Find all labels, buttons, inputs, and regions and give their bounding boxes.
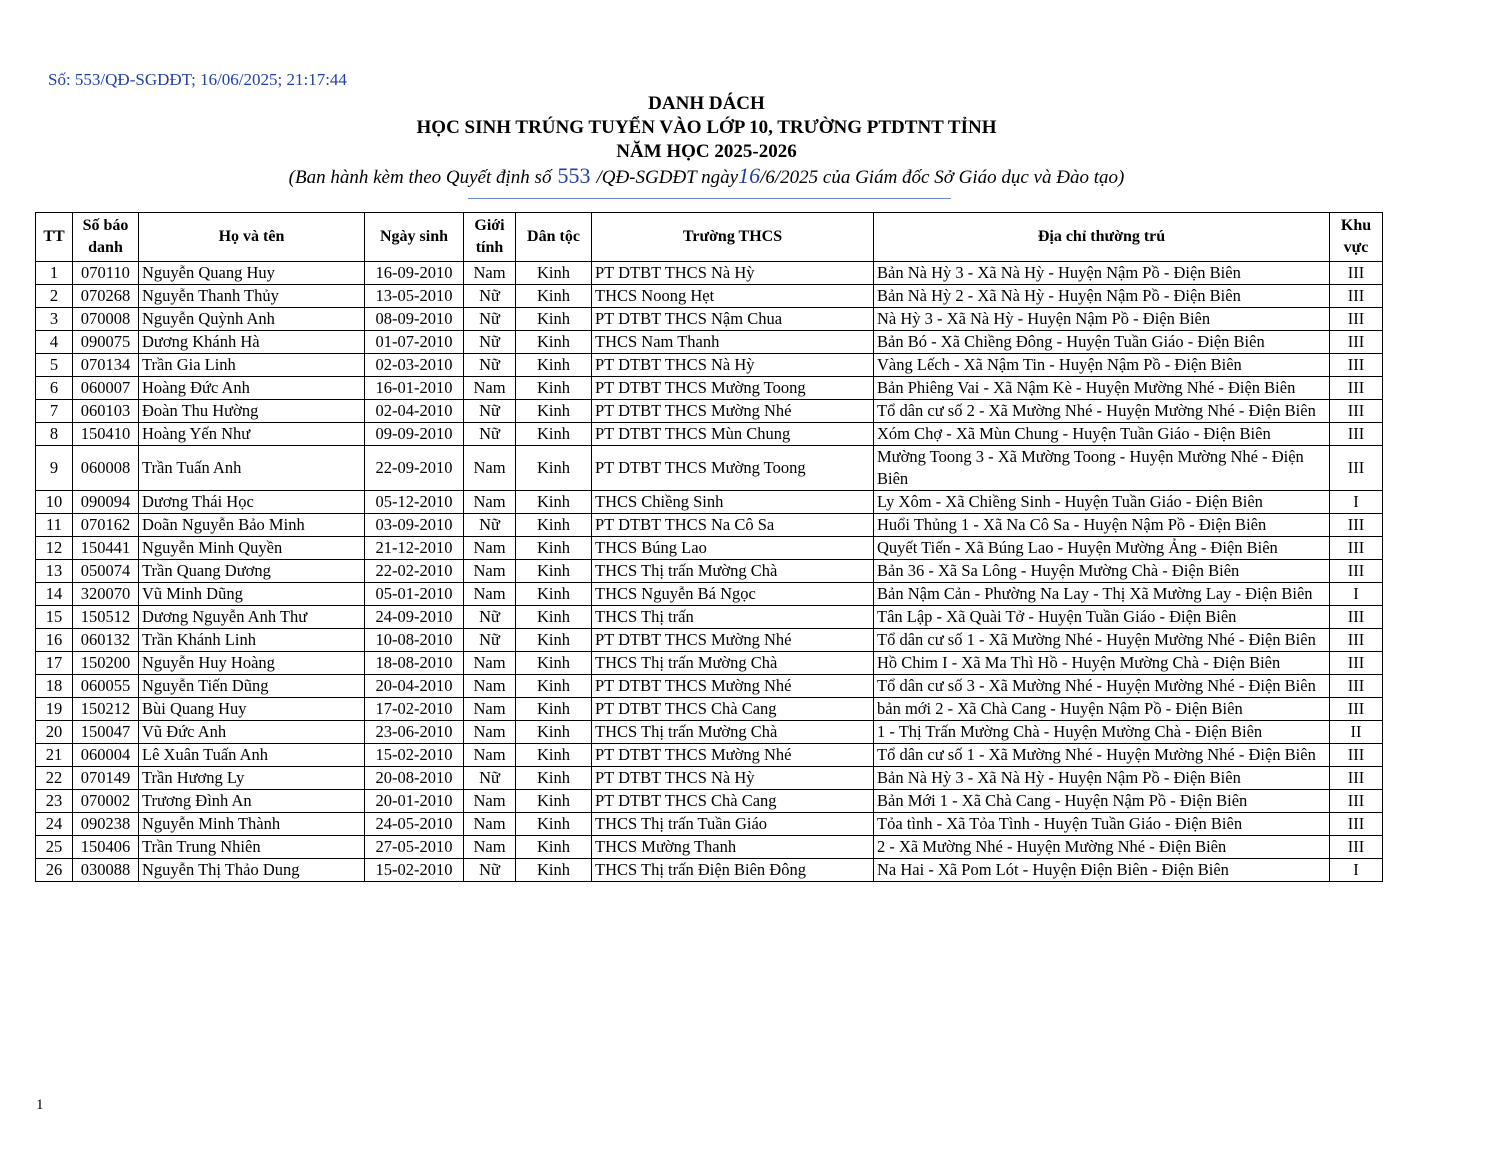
cell-sbd: 070149 xyxy=(73,767,139,790)
cell-address: Tân Lập - Xã Quài Tở - Huyện Tuần Giáo - Điện Biên xyxy=(874,606,1330,629)
cell-name: Dương Khánh Hà xyxy=(139,331,365,354)
cell-address: Bản Mới 1 - Xã Chà Cang - Huyện Nậm Pồ - Điện Biên xyxy=(874,790,1330,813)
cell-ethnic: Kinh xyxy=(516,790,592,813)
cell-area: III xyxy=(1330,790,1383,813)
cell-sbd: 060132 xyxy=(73,629,139,652)
table-row xyxy=(36,744,1383,767)
cell-sbd: 070268 xyxy=(73,285,139,308)
cell-ethnic: Kinh xyxy=(516,354,592,377)
col-header-tt: TT xyxy=(36,213,73,262)
cell-gender: Nữ xyxy=(464,606,516,629)
cell-area: III xyxy=(1330,560,1383,583)
cell-tt: 12 xyxy=(36,537,73,560)
cell-sbd: 050074 xyxy=(73,560,139,583)
cell-ethnic: Kinh xyxy=(516,767,592,790)
cell-name: Trương Đình An xyxy=(139,790,365,813)
cell-dob: 05-01-2010 xyxy=(365,583,464,606)
cell-address: Tỏa tình - Xã Tỏa Tình - Huyện Tuần Giáo - Điện Biên xyxy=(874,813,1330,836)
cell-dob: 16-09-2010 xyxy=(365,262,464,285)
cell-school: PT DTBT THCS Mường Toong xyxy=(592,377,874,400)
cell-name: Nguyễn Quang Huy xyxy=(139,262,365,285)
table-row xyxy=(36,790,1383,813)
cell-gender: Nữ xyxy=(464,767,516,790)
cell-ethnic: Kinh xyxy=(516,813,592,836)
cell-dob: 15-02-2010 xyxy=(365,744,464,767)
cell-ethnic: Kinh xyxy=(516,377,592,400)
cell-gender: Nam xyxy=(464,675,516,698)
cell-school: PT DTBT THCS Nà Hỳ xyxy=(592,354,874,377)
cell-address: Bản 36 - Xã Sa Lông - Huyện Mường Chà - Điện Biên xyxy=(874,560,1330,583)
table-row xyxy=(36,652,1383,675)
cell-sbd: 070008 xyxy=(73,308,139,331)
cell-gender: Nam xyxy=(464,744,516,767)
decree-number: 553 xyxy=(557,163,591,188)
cell-area: I xyxy=(1330,859,1383,882)
cell-name: Dương Thái Học xyxy=(139,491,365,514)
cell-dob: 05-12-2010 xyxy=(365,491,464,514)
cell-address: Huổi Thủng 1 - Xã Na Cô Sa - Huyện Nậm Pồ - Điện Biên xyxy=(874,514,1330,537)
cell-ethnic: Kinh xyxy=(516,583,592,606)
cell-school: PT DTBT THCS Nà Hỳ xyxy=(592,262,874,285)
cell-address: Nà Hỳ 3 - Xã Nà Hỳ - Huyện Nậm Pồ - Điện Biên xyxy=(874,308,1330,331)
cell-area: III xyxy=(1330,675,1383,698)
cell-ethnic: Kinh xyxy=(516,285,592,308)
table-row xyxy=(36,285,1383,308)
cell-school: PT DTBT THCS Chà Cang xyxy=(592,790,874,813)
cell-sbd: 060008 xyxy=(73,446,139,491)
cell-dob: 20-04-2010 xyxy=(365,675,464,698)
cell-ethnic: Kinh xyxy=(516,537,592,560)
cell-sbd: 060007 xyxy=(73,377,139,400)
cell-school: PT DTBT THCS Mường Nhé xyxy=(592,629,874,652)
cell-address: Ly Xôm - Xã Chiềng Sinh - Huyện Tuần Giáo - Điện Biên xyxy=(874,491,1330,514)
decree-day: 16 xyxy=(738,163,761,188)
table-row xyxy=(36,698,1383,721)
cell-address: Bản Nà Hỳ 2 - Xã Nà Hỳ - Huyện Nậm Pồ - Điện Biên xyxy=(874,285,1330,308)
cell-address: Bản Nà Hỳ 3 - Xã Nà Hỳ - Huyện Nậm Pồ - Điện Biên xyxy=(874,767,1330,790)
cell-sbd: 150441 xyxy=(73,537,139,560)
cell-area: III xyxy=(1330,354,1383,377)
cell-tt: 15 xyxy=(36,606,73,629)
cell-gender: Nam xyxy=(464,446,516,491)
cell-area: II xyxy=(1330,721,1383,744)
table-row xyxy=(36,606,1383,629)
cell-gender: Nam xyxy=(464,813,516,836)
cell-gender: Nữ xyxy=(464,331,516,354)
cell-sbd: 070134 xyxy=(73,354,139,377)
cell-address: Na Hai - Xã Pom Lót - Huyện Điện Biên - Điện Biên xyxy=(874,859,1330,882)
cell-tt: 17 xyxy=(36,652,73,675)
cell-gender: Nữ xyxy=(464,859,516,882)
cell-name: Nguyễn Minh Thành xyxy=(139,813,365,836)
decree-suffix: /6/2025 của Giám đốc Sở Giáo dục và Đào tạo) xyxy=(760,167,1125,188)
cell-tt: 26 xyxy=(36,859,73,882)
cell-sbd: 150406 xyxy=(73,836,139,859)
cell-tt: 9 xyxy=(36,446,73,491)
table-row xyxy=(36,400,1383,423)
table-row xyxy=(36,721,1383,744)
cell-address: Hồ Chim I - Xã Ma Thì Hồ - Huyện Mường Chà - Điện Biên xyxy=(874,652,1330,675)
cell-gender: Nam xyxy=(464,262,516,285)
table-header-row xyxy=(36,213,1383,262)
cell-school: PT DTBT THCS Nà Hỳ xyxy=(592,767,874,790)
cell-school: THCS Noong Hẹt xyxy=(592,285,874,308)
cell-name: Nguyễn Thị Thảo Dung xyxy=(139,859,365,882)
cell-tt: 24 xyxy=(36,813,73,836)
cell-name: Trần Gia Linh xyxy=(139,354,365,377)
cell-area: III xyxy=(1330,331,1383,354)
table-row xyxy=(36,514,1383,537)
cell-area: III xyxy=(1330,652,1383,675)
cell-area: III xyxy=(1330,423,1383,446)
cell-dob: 22-02-2010 xyxy=(365,560,464,583)
cell-ethnic: Kinh xyxy=(516,698,592,721)
cell-ethnic: Kinh xyxy=(516,859,592,882)
cell-tt: 20 xyxy=(36,721,73,744)
cell-school: THCS Thị trấn Mường Chà xyxy=(592,721,874,744)
cell-name: Hoàng Yến Như xyxy=(139,423,365,446)
table-row xyxy=(36,377,1383,400)
cell-gender: Nam xyxy=(464,537,516,560)
cell-tt: 21 xyxy=(36,744,73,767)
cell-sbd: 150410 xyxy=(73,423,139,446)
cell-gender: Nữ xyxy=(464,400,516,423)
cell-ethnic: Kinh xyxy=(516,308,592,331)
cell-area: I xyxy=(1330,491,1383,514)
cell-area: III xyxy=(1330,308,1383,331)
cell-name: Nguyễn Thanh Thủy xyxy=(139,285,365,308)
cell-name: Bùi Quang Huy xyxy=(139,698,365,721)
cell-tt: 7 xyxy=(36,400,73,423)
school-year: NĂM HỌC 2025-2026 xyxy=(616,141,797,162)
cell-area: III xyxy=(1330,537,1383,560)
cell-address: Vàng Lếch - Xã Nậm Tin - Huyện Nậm Pồ - Điện Biên xyxy=(874,354,1330,377)
cell-ethnic: Kinh xyxy=(516,629,592,652)
cell-gender: Nam xyxy=(464,698,516,721)
cell-name: Vũ Đức Anh xyxy=(139,721,365,744)
cell-dob: 21-12-2010 xyxy=(365,537,464,560)
col-header-dob: Ngày sinh xyxy=(365,213,464,262)
cell-dob: 27-05-2010 xyxy=(365,836,464,859)
cell-area: III xyxy=(1330,400,1383,423)
table-row xyxy=(36,629,1383,652)
cell-address: Mường Toong 3 - Xã Mường Toong - Huyện Mường Nhé - Điện Biên xyxy=(874,446,1330,491)
cell-address: bản mới 2 - Xã Chà Cang - Huyện Nậm Pồ - Điện Biên xyxy=(874,698,1330,721)
decree-line xyxy=(0,162,1413,192)
header-underline xyxy=(468,198,951,199)
cell-school: THCS Búng Lao xyxy=(592,537,874,560)
cell-school: THCS Thị trấn Mường Chà xyxy=(592,652,874,675)
cell-sbd: 150200 xyxy=(73,652,139,675)
cell-sbd: 150047 xyxy=(73,721,139,744)
cell-gender: Nữ xyxy=(464,285,516,308)
table-row xyxy=(36,308,1383,331)
col-header-name: Họ và tên xyxy=(139,213,365,262)
cell-school: THCS Nam Thanh xyxy=(592,331,874,354)
cell-tt: 19 xyxy=(36,698,73,721)
cell-name: Dương Nguyễn Anh Thư xyxy=(139,606,365,629)
cell-sbd: 070002 xyxy=(73,790,139,813)
col-header-sbd: Số báo danh xyxy=(73,213,139,262)
cell-school: THCS Mường Thanh xyxy=(592,836,874,859)
table-row xyxy=(36,262,1383,285)
cell-tt: 18 xyxy=(36,675,73,698)
cell-area: III xyxy=(1330,698,1383,721)
cell-address: Quyết Tiến - Xã Búng Lao - Huyện Mường Ảng - Điện Biên xyxy=(874,537,1330,560)
cell-area: III xyxy=(1330,767,1383,790)
cell-name: Vũ Minh Dũng xyxy=(139,583,365,606)
cell-dob: 08-09-2010 xyxy=(365,308,464,331)
cell-school: PT DTBT THCS Mường Nhé xyxy=(592,744,874,767)
cell-ethnic: Kinh xyxy=(516,491,592,514)
cell-name: Trần Trung Nhiên xyxy=(139,836,365,859)
cell-tt: 25 xyxy=(36,836,73,859)
cell-area: III xyxy=(1330,446,1383,491)
cell-area: III xyxy=(1330,377,1383,400)
col-header-ethnic: Dân tộc xyxy=(516,213,592,262)
cell-sbd: 070162 xyxy=(73,514,139,537)
cell-ethnic: Kinh xyxy=(516,446,592,491)
cell-area: III xyxy=(1330,629,1383,652)
cell-sbd: 060103 xyxy=(73,400,139,423)
cell-address: Xóm Chợ - Xã Mùn Chung - Huyện Tuần Giáo - Điện Biên xyxy=(874,423,1330,446)
cell-area: III xyxy=(1330,744,1383,767)
student-table xyxy=(35,212,1383,882)
cell-tt: 5 xyxy=(36,354,73,377)
cell-ethnic: Kinh xyxy=(516,606,592,629)
cell-name: Trần Hương Ly xyxy=(139,767,365,790)
cell-ethnic: Kinh xyxy=(516,675,592,698)
cell-area: III xyxy=(1330,813,1383,836)
cell-school: PT DTBT THCS Mường Nhé xyxy=(592,675,874,698)
cell-dob: 16-01-2010 xyxy=(365,377,464,400)
cell-ethnic: Kinh xyxy=(516,423,592,446)
cell-tt: 1 xyxy=(36,262,73,285)
cell-dob: 02-04-2010 xyxy=(365,400,464,423)
col-header-address: Địa chỉ thường trú xyxy=(874,213,1330,262)
cell-school: THCS Chiềng Sinh xyxy=(592,491,874,514)
cell-dob: 17-02-2010 xyxy=(365,698,464,721)
cell-tt: 8 xyxy=(36,423,73,446)
cell-dob: 03-09-2010 xyxy=(365,514,464,537)
cell-name: Trần Khánh Linh xyxy=(139,629,365,652)
cell-dob: 22-09-2010 xyxy=(365,446,464,491)
cell-name: Đoàn Thu Hường xyxy=(139,400,365,423)
cell-area: III xyxy=(1330,606,1383,629)
table-row xyxy=(36,767,1383,790)
cell-name: Nguyễn Huy Hoàng xyxy=(139,652,365,675)
cell-dob: 15-02-2010 xyxy=(365,859,464,882)
cell-gender: Nữ xyxy=(464,514,516,537)
cell-tt: 11 xyxy=(36,514,73,537)
cell-school: PT DTBT THCS Na Cô Sa xyxy=(592,514,874,537)
cell-tt: 4 xyxy=(36,331,73,354)
cell-ethnic: Kinh xyxy=(516,721,592,744)
cell-sbd: 090075 xyxy=(73,331,139,354)
cell-sbd: 150512 xyxy=(73,606,139,629)
table-row xyxy=(36,836,1383,859)
cell-ethnic: Kinh xyxy=(516,836,592,859)
cell-dob: 20-08-2010 xyxy=(365,767,464,790)
cell-gender: Nam xyxy=(464,721,516,744)
cell-name: Hoàng Đức Anh xyxy=(139,377,365,400)
cell-school: THCS Thị trấn Tuần Giáo xyxy=(592,813,874,836)
cell-sbd: 060055 xyxy=(73,675,139,698)
cell-gender: Nam xyxy=(464,560,516,583)
cell-address: Bản Phiêng Vai - Xã Nậm Kè - Huyện Mường Nhé - Điện Biên xyxy=(874,377,1330,400)
document-stamp: Số: 553/QĐ-SGDĐT; 16/06/2025; 21:17:44 xyxy=(48,70,347,89)
cell-sbd: 070110 xyxy=(73,262,139,285)
cell-area: III xyxy=(1330,285,1383,308)
cell-sbd: 150212 xyxy=(73,698,139,721)
cell-area: III xyxy=(1330,514,1383,537)
cell-gender: Nữ xyxy=(464,308,516,331)
cell-school: PT DTBT THCS Nậm Chua xyxy=(592,308,874,331)
cell-area: I xyxy=(1330,583,1383,606)
cell-gender: Nam xyxy=(464,491,516,514)
cell-gender: Nam xyxy=(464,652,516,675)
cell-sbd: 090094 xyxy=(73,491,139,514)
cell-school: PT DTBT THCS Mường Nhé xyxy=(592,400,874,423)
cell-name: Nguyễn Minh Quyền xyxy=(139,537,365,560)
cell-school: PT DTBT THCS Chà Cang xyxy=(592,698,874,721)
cell-sbd: 090238 xyxy=(73,813,139,836)
col-header-gender: Giới tính xyxy=(464,213,516,262)
cell-address: Tổ dân cư số 1 - Xã Mường Nhé - Huyện Mường Nhé - Điện Biên xyxy=(874,744,1330,767)
table-row xyxy=(36,331,1383,354)
cell-ethnic: Kinh xyxy=(516,560,592,583)
cell-dob: 24-05-2010 xyxy=(365,813,464,836)
table-row xyxy=(36,583,1383,606)
page-number: 1 xyxy=(36,1097,44,1113)
table-row xyxy=(36,675,1383,698)
cell-ethnic: Kinh xyxy=(516,514,592,537)
cell-tt: 22 xyxy=(36,767,73,790)
cell-dob: 13-05-2010 xyxy=(365,285,464,308)
cell-tt: 14 xyxy=(36,583,73,606)
table-row xyxy=(36,537,1383,560)
cell-ethnic: Kinh xyxy=(516,744,592,767)
cell-dob: 20-01-2010 xyxy=(365,790,464,813)
cell-name: Nguyễn Quỳnh Anh xyxy=(139,308,365,331)
cell-school: PT DTBT THCS Mùn Chung xyxy=(592,423,874,446)
col-header-area: Khu vực xyxy=(1330,213,1383,262)
cell-name: Trần Tuấn Anh xyxy=(139,446,365,491)
cell-name: Lê Xuân Tuấn Anh xyxy=(139,744,365,767)
cell-address: Tổ dân cư số 2 - Xã Mường Nhé - Huyện Mường Nhé - Điện Biên xyxy=(874,400,1330,423)
cell-tt: 13 xyxy=(36,560,73,583)
cell-tt: 3 xyxy=(36,308,73,331)
cell-area: III xyxy=(1330,262,1383,285)
cell-ethnic: Kinh xyxy=(516,262,592,285)
cell-gender: Nam xyxy=(464,790,516,813)
cell-tt: 16 xyxy=(36,629,73,652)
cell-address: Bản Nậm Cản - Phường Na Lay - Thị Xã Mường Lay - Điện Biên xyxy=(874,583,1330,606)
cell-address: Tổ dân cư số 1 - Xã Mường Nhé - Huyện Mường Nhé - Điện Biên xyxy=(874,629,1330,652)
cell-gender: Nam xyxy=(464,836,516,859)
cell-sbd: 060004 xyxy=(73,744,139,767)
cell-dob: 18-08-2010 xyxy=(365,652,464,675)
cell-tt: 6 xyxy=(36,377,73,400)
cell-school: THCS Thị trấn xyxy=(592,606,874,629)
table-row xyxy=(36,859,1383,882)
cell-ethnic: Kinh xyxy=(516,652,592,675)
cell-name: Nguyễn Tiến Dũng xyxy=(139,675,365,698)
cell-dob: 02-03-2010 xyxy=(365,354,464,377)
table-row xyxy=(36,491,1383,514)
table-row xyxy=(36,354,1383,377)
cell-gender: Nữ xyxy=(464,423,516,446)
cell-ethnic: Kinh xyxy=(516,400,592,423)
cell-dob: 23-06-2010 xyxy=(365,721,464,744)
cell-ethnic: Kinh xyxy=(516,331,592,354)
cell-tt: 10 xyxy=(36,491,73,514)
cell-school: THCS Thị trấn Điện Biên Đông xyxy=(592,859,874,882)
cell-gender: Nữ xyxy=(464,629,516,652)
cell-school: THCS Nguyễn Bá Ngọc xyxy=(592,583,874,606)
cell-gender: Nữ xyxy=(464,354,516,377)
cell-gender: Nam xyxy=(464,583,516,606)
cell-address: 1 - Thị Trấn Mường Chà - Huyện Mường Chà - Điện Biên xyxy=(874,721,1330,744)
table-row xyxy=(36,423,1383,446)
cell-dob: 09-09-2010 xyxy=(365,423,464,446)
cell-dob: 01-07-2010 xyxy=(365,331,464,354)
cell-area: III xyxy=(1330,836,1383,859)
document-title: DANH DÁCH xyxy=(648,93,765,114)
cell-gender: Nam xyxy=(464,377,516,400)
cell-dob: 10-08-2010 xyxy=(365,629,464,652)
decree-prefix: (Ban hành kèm theo Quyết định số xyxy=(288,167,552,188)
cell-address: Bản Nà Hỳ 3 - Xã Nà Hỳ - Huyện Nậm Pồ - Điện Biên xyxy=(874,262,1330,285)
decree-mid: /QĐ-SGDĐT ngày xyxy=(596,167,739,188)
cell-address: Bản Bó - Xã Chiềng Đông - Huyện Tuần Giáo - Điện Biên xyxy=(874,331,1330,354)
cell-address: Tổ dân cư số 3 - Xã Mường Nhé - Huyện Mường Nhé - Điện Biên xyxy=(874,675,1330,698)
cell-school: PT DTBT THCS Mường Toong xyxy=(592,446,874,491)
cell-tt: 23 xyxy=(36,790,73,813)
cell-sbd: 030088 xyxy=(73,859,139,882)
cell-address: 2 - Xã Mường Nhé - Huyện Mường Nhé - Điện Biên xyxy=(874,836,1330,859)
cell-tt: 2 xyxy=(36,285,73,308)
cell-dob: 24-09-2010 xyxy=(365,606,464,629)
cell-name: Trần Quang Dương xyxy=(139,560,365,583)
cell-school: THCS Thị trấn Mường Chà xyxy=(592,560,874,583)
table-row xyxy=(36,560,1383,583)
cell-name: Doãn Nguyễn Bảo Minh xyxy=(139,514,365,537)
table-row xyxy=(36,813,1383,836)
table-row xyxy=(36,446,1383,491)
document-subtitle: HỌC SINH TRÚNG TUYỂN VÀO LỚP 10, TRƯỜNG PTDTNT TỈNH xyxy=(416,117,997,138)
cell-sbd: 320070 xyxy=(73,583,139,606)
col-header-school: Trường THCS xyxy=(592,213,874,262)
